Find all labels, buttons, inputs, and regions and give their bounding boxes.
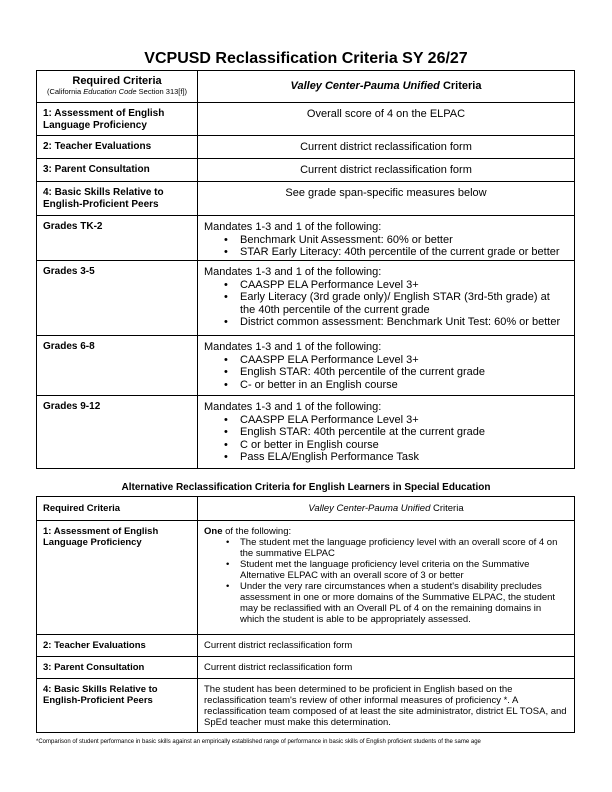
list-item: • C- or better in an English course (240, 379, 568, 392)
district-criteria-header: Valley Center-Pauma Unified Criteria (198, 497, 575, 521)
grade-measures-list (204, 354, 568, 392)
page-title: VCPUSD Reclassification Criteria SY 26/27 (144, 50, 468, 67)
grade-criteria (198, 216, 575, 261)
row-value: Current district reclassification form (198, 136, 575, 159)
list-item: • STAR Early Literacy: 40th percentile of the current grade or better (240, 246, 568, 259)
footnote: *Comparison of student performance in basic skills against an empirically established range of performance in basic skills of English proficient students of the same age (36, 739, 481, 745)
grade-intro: Mandates 1-3 and 1 of the following: (204, 401, 382, 413)
row-label: 2: Teacher Evaluations (37, 136, 198, 159)
table-header-row (37, 497, 575, 521)
district-criteria-header: Valley Center-Pauma Unified Criteria (198, 71, 575, 103)
main-criteria-table (36, 70, 575, 469)
list-item: • C or better in English course (240, 439, 568, 452)
grade-intro: Mandates 1-3 and 1 of the following: (204, 266, 382, 278)
education-code-reference: (California Education Code Section 313[f]) (46, 87, 188, 96)
row-label: 1: Assessment of English Language Proficiency (37, 521, 198, 635)
table-row (37, 182, 575, 216)
list-item: • Pass ELA/English Performance Task (240, 451, 568, 464)
list-item: • CAASPP ELA Performance Level 3+ (240, 414, 568, 427)
row-label: 4: Basic Skills Relative to English-Proficient Peers (37, 679, 198, 733)
list-item: • Student met the language proficiency level criteria on the Summative Alternative ELPAC with an overall score of 3 or better (240, 559, 568, 581)
table-row (37, 159, 575, 182)
table-row (37, 136, 575, 159)
grade-measures-list (204, 414, 568, 464)
grade-measures-list (204, 234, 568, 259)
table-header-row (37, 71, 575, 103)
row-label: 3: Parent Consultation (37, 657, 198, 679)
row-value: See grade span-specific measures below (198, 182, 575, 216)
list-item: • English STAR: 40th percentile at the current grade (240, 426, 568, 439)
grade-row-9-12 (37, 396, 575, 469)
row-value: Current district reclassification form (198, 657, 575, 679)
row-value: The student has been determined to be proficient in English based on the reclassification team's review of other informal measures of proficiency *. A reclassification team composed of at least the site administrator, district EL TOSA, and SpEd teacher must make this determination. (198, 679, 575, 733)
row-label: 3: Parent Consultation (37, 159, 198, 182)
list-item: • Under the very rare circumstances when a student's disability precludes assessment in one or more domains of the Summative ELPAC, the student may be reclassified with an Overall PL of 4 on the remaining domains in which the student is able to be appropriately assessed. (240, 581, 568, 625)
list-item: • Early Literacy (3rd grade only)/ English STAR (3rd-5th grade) at the 40th percentile of the current grade (240, 291, 568, 316)
alternative-criteria-table (36, 496, 575, 733)
grade-intro: Mandates 1-3 and 1 of the following: (204, 221, 382, 233)
row-value: Current district reclassification form (198, 159, 575, 182)
grade-measures-list (204, 279, 568, 329)
row-label: 2: Teacher Evaluations (37, 635, 198, 657)
grade-row-tk2 (37, 216, 575, 261)
row-label: 4: Basic Skills Relative to English-Proficient Peers (37, 182, 198, 216)
grade-label: Grades 9-12 (37, 396, 198, 469)
list-item: • English STAR: 40th percentile of the current grade (240, 366, 568, 379)
grade-label: Grades TK-2 (37, 216, 198, 261)
list-item: • District common assessment: Benchmark Unit Test: 60% or better (240, 316, 568, 329)
table-row (37, 521, 575, 635)
table-row (37, 635, 575, 657)
grade-criteria (198, 261, 575, 336)
grade-criteria (198, 336, 575, 396)
required-criteria-title: Required Criteria (72, 75, 162, 87)
grade-row-3-5 (37, 261, 575, 336)
table-row (37, 103, 575, 136)
grade-label: Grades 3-5 (37, 261, 198, 336)
required-criteria-header: Required Criteria (37, 497, 198, 521)
table-row (37, 657, 575, 679)
row-label: 1: Assessment of English Language Proficiency (37, 103, 198, 136)
list-item: • Benchmark Unit Assessment: 60% or better (240, 234, 568, 247)
table-row (37, 679, 575, 733)
grade-row-6-8 (37, 336, 575, 396)
row-value: Current district reclassification form (198, 635, 575, 657)
row-value: Overall score of 4 on the ELPAC (198, 103, 575, 136)
grade-label: Grades 6-8 (37, 336, 198, 396)
grade-criteria (198, 396, 575, 469)
list-item: • CAASPP ELA Performance Level 3+ (240, 279, 568, 292)
list-item: • The student met the language proficiency level with an overall score of 4 on the summative ELPAC (240, 537, 568, 559)
list-item: • CAASPP ELA Performance Level 3+ (240, 354, 568, 367)
alt-measures-list (204, 537, 568, 625)
alternative-criteria-title: Alternative Reclassification Criteria for English Learners in Special Education (121, 482, 491, 493)
grade-intro: Mandates 1-3 and 1 of the following: (204, 341, 382, 353)
required-criteria-header (37, 71, 198, 103)
row-value (198, 521, 575, 635)
row-intro: One of the following: (204, 526, 292, 537)
